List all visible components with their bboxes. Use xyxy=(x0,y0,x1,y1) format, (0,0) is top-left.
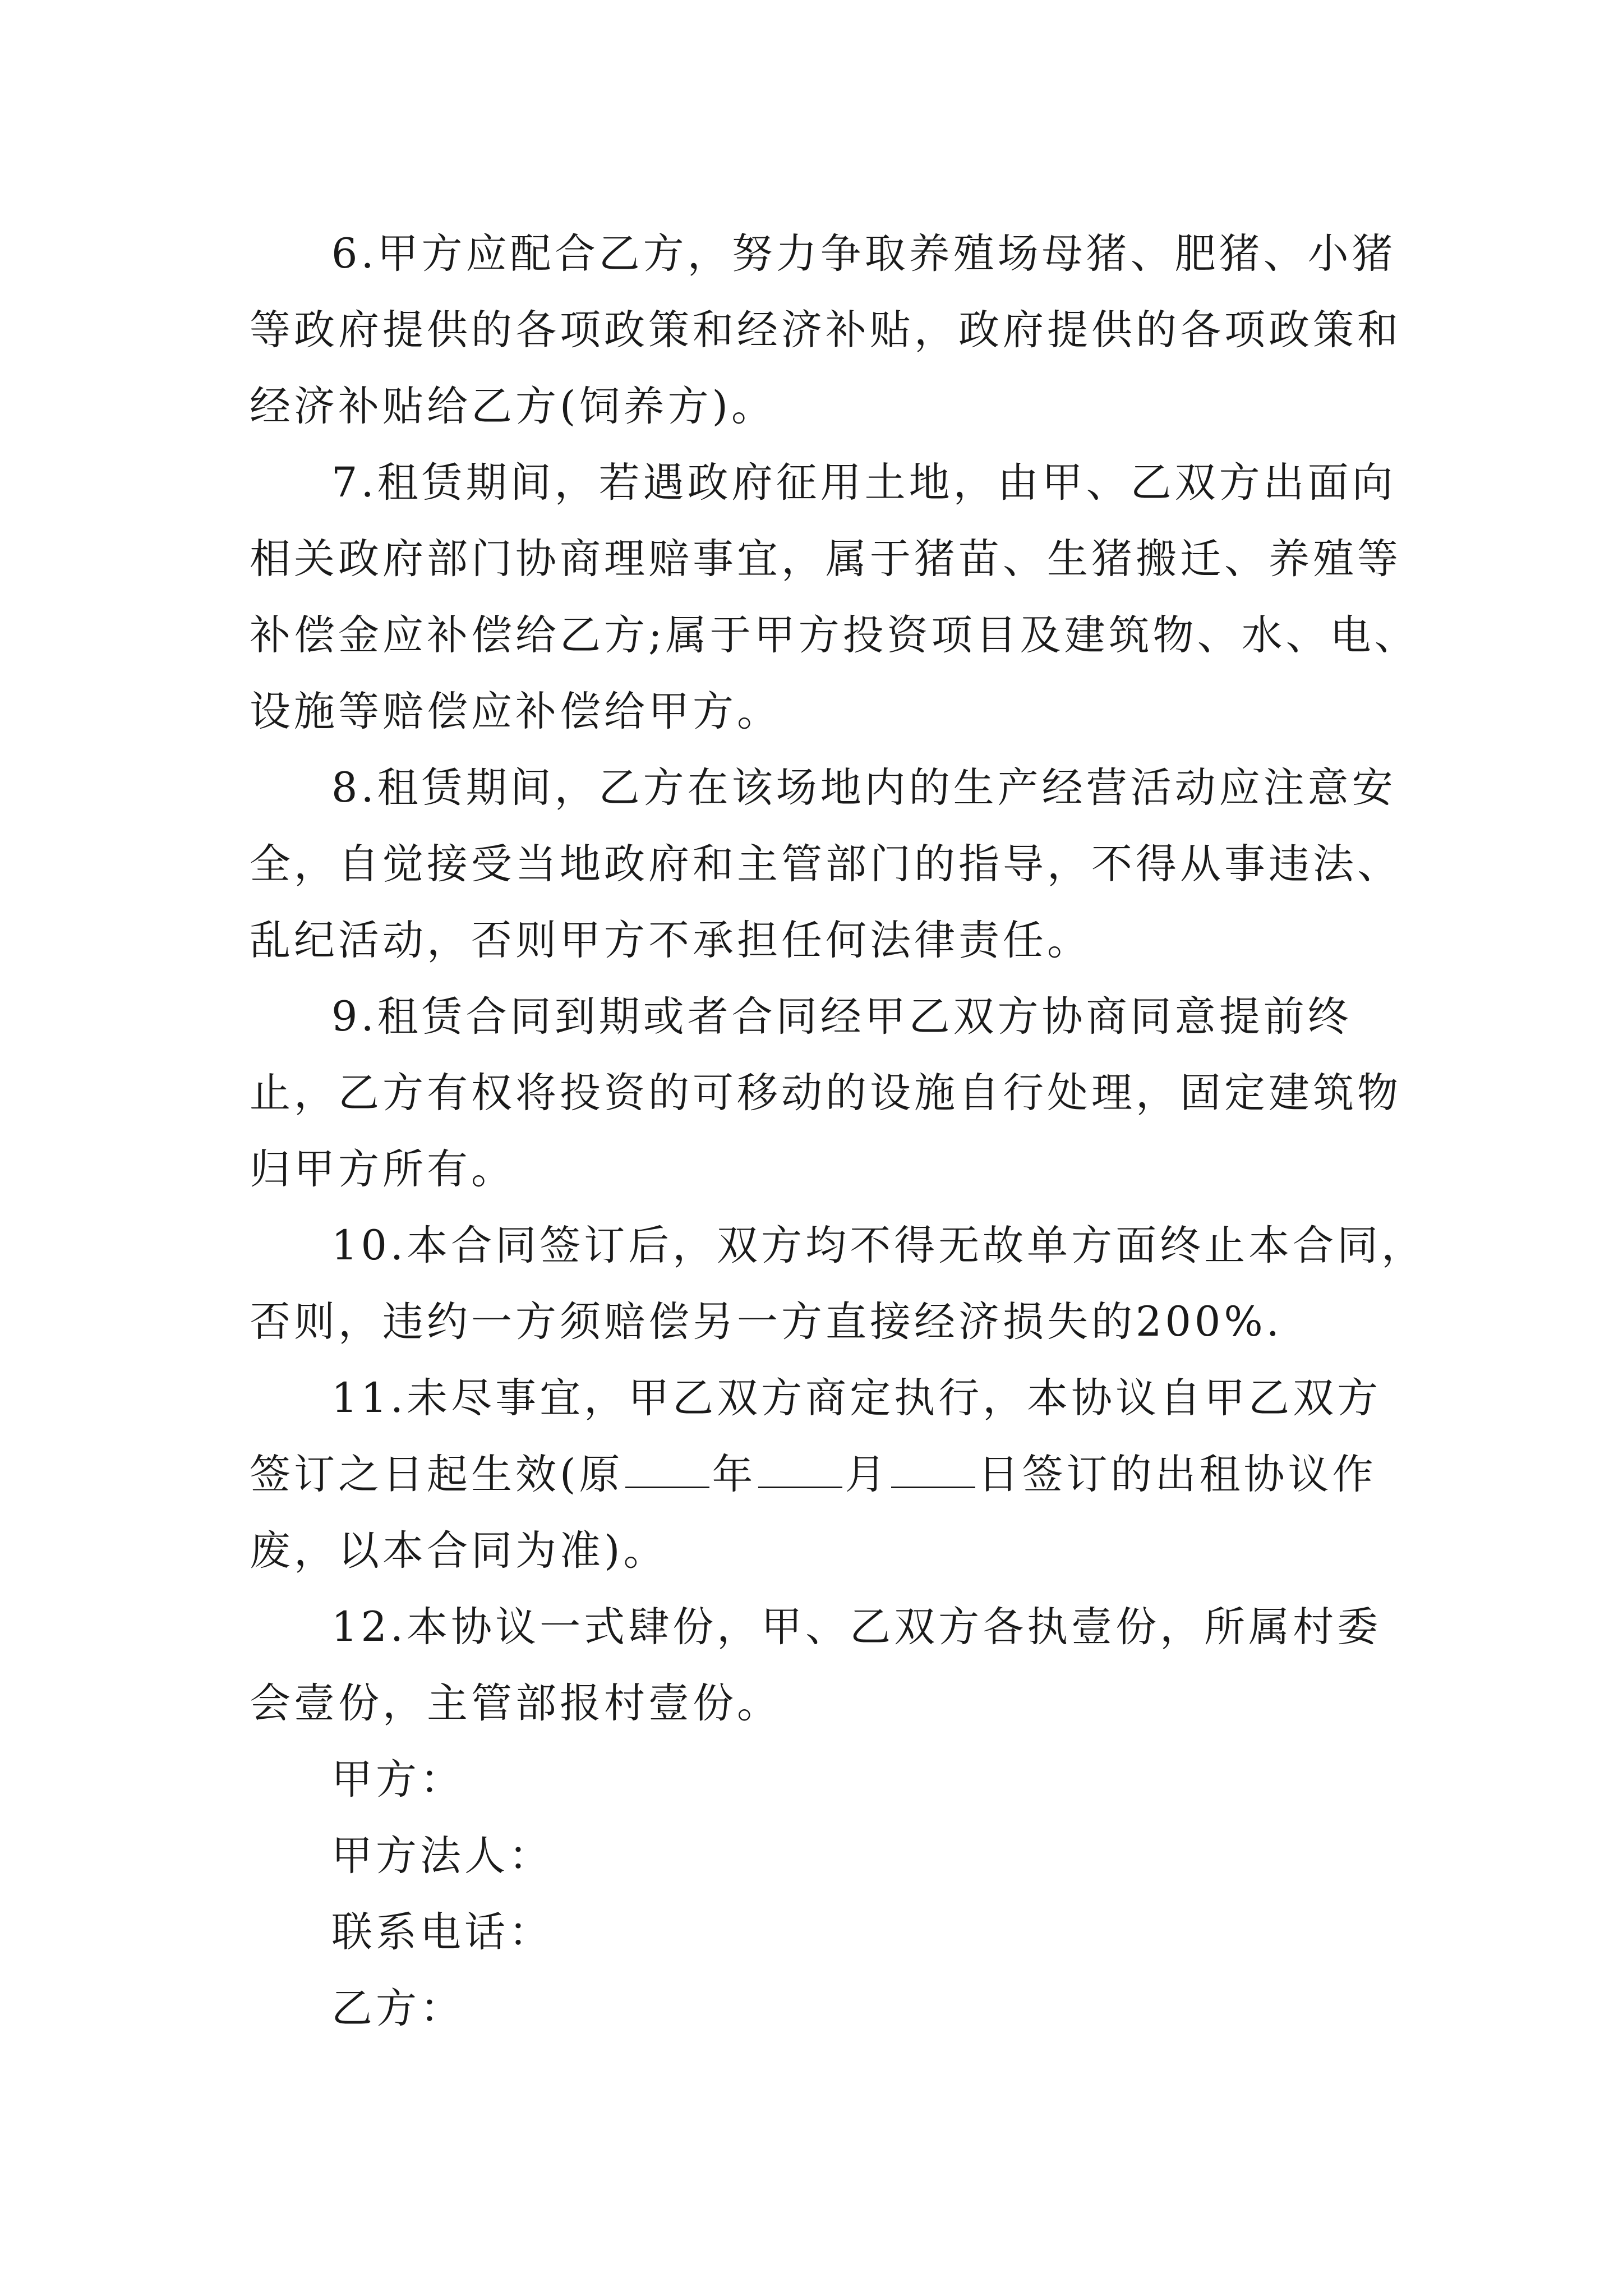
clause-line: 相关政府部门协商理赔事宜，属于猪苗、生猪搬迁、养殖等 xyxy=(250,535,1401,583)
month-label: 月 xyxy=(845,1451,889,1498)
clause-11 xyxy=(250,1360,1394,1589)
clause-line: 会壹份，主管部报村壹份。 xyxy=(250,1680,781,1727)
year-label: 年 xyxy=(712,1451,757,1498)
clause-6 xyxy=(250,216,1401,445)
clause-line: 6.甲方应配合乙方，努力争取养殖场母猪、肥猪、小猪 xyxy=(331,230,1396,278)
clause-line: 归甲方所有。 xyxy=(250,1145,515,1193)
year-blank xyxy=(625,1453,709,1488)
clause-line: 9.租赁合同到期或者合同经甲乙双方协商同意提前终 xyxy=(331,993,1352,1041)
signature-block xyxy=(250,1742,1394,2047)
clause-7 xyxy=(250,445,1419,750)
phone-label: 联系电话： xyxy=(331,1908,553,1956)
party-b-label: 乙方： xyxy=(331,1985,464,2032)
clause-line: 止，乙方有权将投资的可移动的设施自行处理，固定建筑物 xyxy=(250,1069,1401,1117)
clause-8 xyxy=(250,750,1401,979)
clause-line: 全，自觉接受当地政府和主管部门的指导，不得从事违法、 xyxy=(250,840,1401,888)
clause-line-with-date-blanks xyxy=(250,1437,1394,1513)
party-a-label: 甲方： xyxy=(331,1756,464,1803)
clause-text: 签订之日起生效(原 xyxy=(250,1451,624,1498)
clause-line: 废，以本合同为准)。 xyxy=(250,1527,668,1575)
contract-body xyxy=(250,216,1426,2047)
clause-line: 11.未尽事宜，甲乙双方商定执行，本协议自甲乙双方 xyxy=(331,1374,1382,1422)
clause-line: 8.租赁期间，乙方在该场地内的生产经营活动应注意安 xyxy=(331,764,1396,812)
clause-line: 否则，违约一方须赔偿另一方直接经济损失的200%. xyxy=(250,1298,1283,1346)
clause-9 xyxy=(250,979,1401,1208)
party-a-legal-label: 甲方法人： xyxy=(331,1832,553,1880)
clause-line: 设施等赔偿应补偿给甲方。 xyxy=(250,688,781,735)
clause-12 xyxy=(250,1589,1394,1742)
clause-line: 7.租赁期间，若遇政府征用土地，由甲、乙双方出面向 xyxy=(331,459,1396,507)
clause-text: 日签订的出租协议作 xyxy=(978,1451,1377,1498)
month-blank xyxy=(758,1453,842,1488)
clause-line: 乱纪活动，否则甲方不承担任何法律责任。 xyxy=(250,917,1091,964)
clause-line: 10.本合同签订后，双方均不得无故单方面终止本合同， xyxy=(331,1222,1426,1269)
clause-line: 补偿金应补偿给乙方;属于甲方投资项目及建筑物、水、电、 xyxy=(250,611,1419,659)
clause-line: 等政府提供的各项政策和经济补贴，政府提供的各项政策和 xyxy=(250,306,1401,354)
clause-line: 经济补贴给乙方(饲养方)。 xyxy=(250,383,776,430)
clause-10 xyxy=(250,1208,1426,1360)
clause-line: 12.本协议一式肆份，甲、乙双方各执壹份，所属村委 xyxy=(331,1603,1382,1651)
day-blank xyxy=(891,1453,975,1488)
